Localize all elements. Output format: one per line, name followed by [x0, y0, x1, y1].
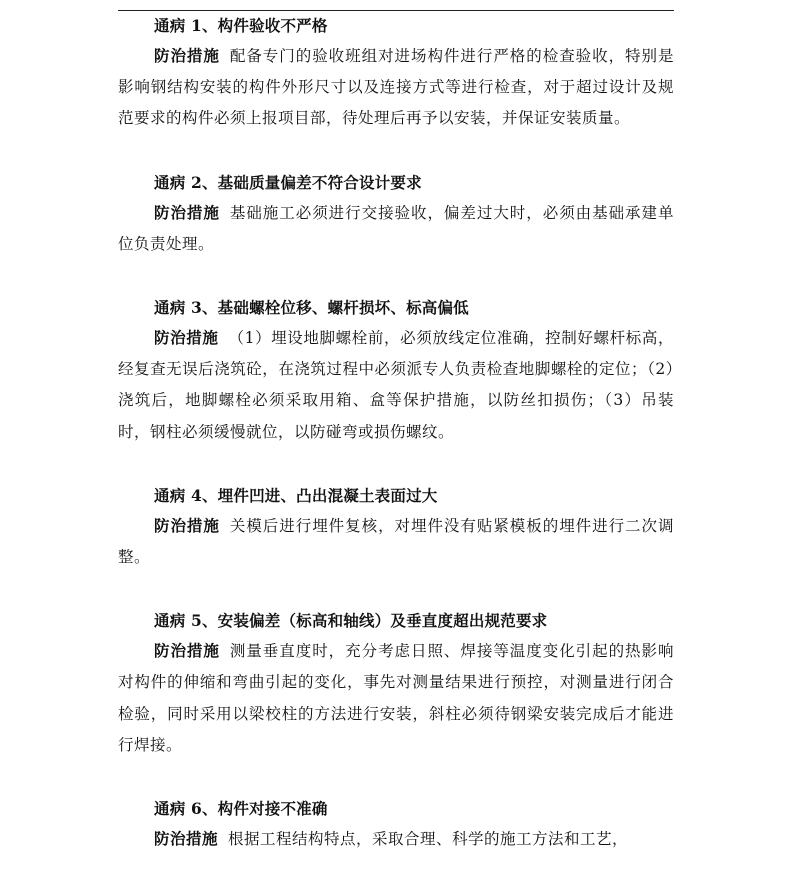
prevention-text: （1）埋设地脚螺栓前，必须放线定位准确，控制好螺杆标高，经复查无误后浇筑砼，在浇筑过程中必须派专人负责检查地脚螺栓的定位；（2）浇筑后，地脚螺栓必须采取用箱、盒等保护措施，以防丝扣损伤；（3）吊装时，钢柱必须缓慢就位，以防碰弯或损伤螺纹。 — [118, 329, 674, 441]
prevention-label: 防治措施 — [154, 46, 220, 65]
section-spacer — [118, 135, 674, 169]
section-heading: 通病 6、构件对接不准确 — [154, 799, 328, 819]
section-heading: 通病 2、基础质量偏差不符合设计要求 — [154, 172, 422, 192]
prevention-paragraph — [118, 197, 674, 260]
defect-section-2 — [118, 169, 674, 260]
prevention-text: 测量垂直度时，充分考虑日照、焊接等温度变化引起的热影响对构件的伸缩和弯曲引起的变化，事先对测量结果进行预控，对测量进行闭合检验，同时采用以梁校柱的方法进行安装，斜柱必须待钢梁安装完成后才能进行焊接。 — [118, 642, 674, 754]
defect-section-6 — [118, 795, 674, 855]
prevention-paragraph — [118, 40, 674, 135]
defect-section-4 — [118, 482, 674, 573]
prevention-label: 防治措施 — [154, 515, 220, 535]
prevention-paragraph — [118, 635, 674, 761]
prevention-paragraph — [118, 823, 674, 855]
defect-section-1 — [118, 12, 674, 135]
prevention-text: 基础施工必须进行交接验收，偏差过大时，必须由基础承建单位负责处理。 — [118, 203, 674, 253]
defect-section-5 — [118, 607, 674, 761]
prevention-label: 防治措施 — [154, 641, 220, 661]
section-heading: 通病 5、安装偏差（标高和轴线）及垂直度超出规范要求 — [154, 611, 548, 631]
defect-section-3 — [118, 294, 674, 448]
prevention-text: 关模后进行埋件复核，对埋件没有贴紧模板的埋件进行二次调整。 — [118, 516, 674, 567]
section-spacer — [118, 573, 674, 607]
prevention-label: 防治措施 — [154, 202, 220, 222]
section-spacer — [118, 448, 674, 482]
prevention-label: 防治措施 — [154, 328, 219, 348]
document-body — [118, 12, 674, 855]
section-spacer — [118, 260, 674, 294]
section-heading: 通病 4、埋件凹进、凸出混凝土表面过大 — [154, 485, 438, 505]
prevention-paragraph — [118, 322, 674, 448]
prevention-text: 根据工程结构特点，采取合理、科学的施工方法和工艺， — [228, 830, 629, 849]
header-rule — [118, 10, 674, 11]
prevention-text: 配备专门的验收班组对进场构件进行严格的检查验收，特别是影响钢结构安装的构件外形尺寸以及连接方式等进行检查，对于超过设计及规范要求的构件必须上报项目部，待处理后再予以安装，并保证安装质量。 — [118, 47, 674, 128]
section-spacer — [118, 761, 674, 795]
section-heading: 通病 1、构件验收不严格 — [154, 16, 328, 35]
prevention-label: 防治措施 — [154, 829, 219, 849]
prevention-paragraph — [118, 510, 674, 573]
section-heading: 通病 3、基础螺栓位移、螺杆损坏、标高偏低 — [154, 298, 469, 318]
